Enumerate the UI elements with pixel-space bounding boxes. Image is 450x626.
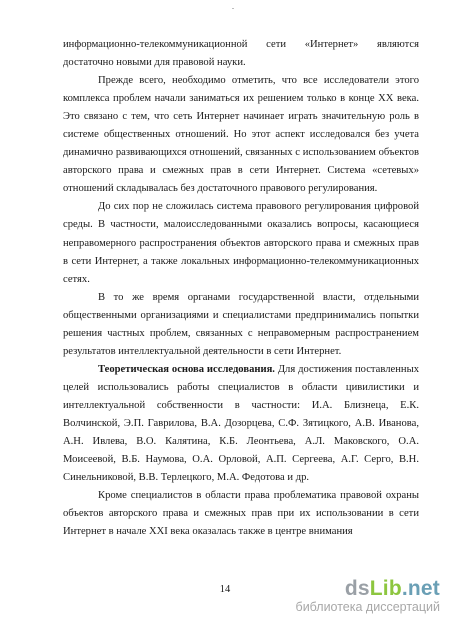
paragraph-text-run: Прежде всего, необходимо отметить, что все исследователи этого комплекса проблем начали заниматься их решением только в конце XX века. Это связано с тем, что сеть Интернет начинает играть значительную роль в системе общественных отношений. Но этот аспект исследовался без учета динамично развивающихся отношений, связанных с использованием объектов авторского права и смежных прав в сети Интернет. Система «сетевых» отношений складывалась без достаточного правового регулирования.: [63, 75, 419, 195]
paragraph: [63, 289, 419, 361]
paragraph-text-run: Кроме специалистов в области права проблематика правовой охраны объектов авторского права и смежных прав при их использовании в сети Интернет в начале XXI века оказалась также в центре внимания: [63, 490, 419, 538]
watermark-logo-prefix: ds: [344, 577, 370, 600]
page-number: 14: [219, 584, 231, 595]
watermark-logo-lib: Lib: [369, 577, 402, 600]
document-body: [63, 36, 419, 541]
paragraph-text-run: информационно-телекоммуникационной сети «Интернет» являются достаточно новыми для правовой науки.: [63, 39, 419, 69]
paragraph: [63, 36, 419, 72]
watermark-logo-suffix: .net: [401, 577, 440, 600]
watermark-subtitle: библиотека диссертаций: [295, 600, 440, 614]
paragraph-text-run: До сих пор не сложилась система правового регулирования цифровой среды. В частности, малоисследованными оказались вопросы, касающиеся неправомерного распространения объектов авторского права и смежных прав в сети Интернет, а также локальных информационно-телекоммуникационных сетях.: [63, 201, 419, 285]
paragraph: [63, 198, 419, 288]
paragraph-text-run: В то же время органами государственной власти, отдельными общественными организациями и специалистами предпринимались попытки решения частных проблем, связанных с неправомерным распространением результатов интеллектуальной деятельности в сети Интернет.: [63, 291, 419, 357]
watermark-logo: [240, 578, 440, 600]
paragraph-heading-run: Теоретическая основа исследования.: [98, 363, 275, 375]
scan-speck: [232, 8, 234, 9]
dslib-watermark: [240, 578, 440, 618]
paragraph: [63, 361, 419, 487]
paragraph-text-run: Для достижения поставленных целей использовались работы специалистов в области цивилистики и интеллектуальной собственности в частности: И.А. Близнеца, Е.К. Волчинской, Э.П. Гаврилова, В.А. Дозорцева, С.Ф. Зятицкого, А.В. Иванова, А.Н. Ивлева, В.О. Калятина, К.Б. Леонтьева, А.Л. Маковского, О.А. Моисеевой, В.Б. Наумова, О.А. Орловой, А.П. Сергеева, А.Г. Серго, В.Н. Синельниковой, В.В. Терлецкого, М.А. Федотова и др.: [63, 363, 419, 484]
paragraph: [63, 72, 419, 198]
paragraph: [63, 487, 419, 541]
